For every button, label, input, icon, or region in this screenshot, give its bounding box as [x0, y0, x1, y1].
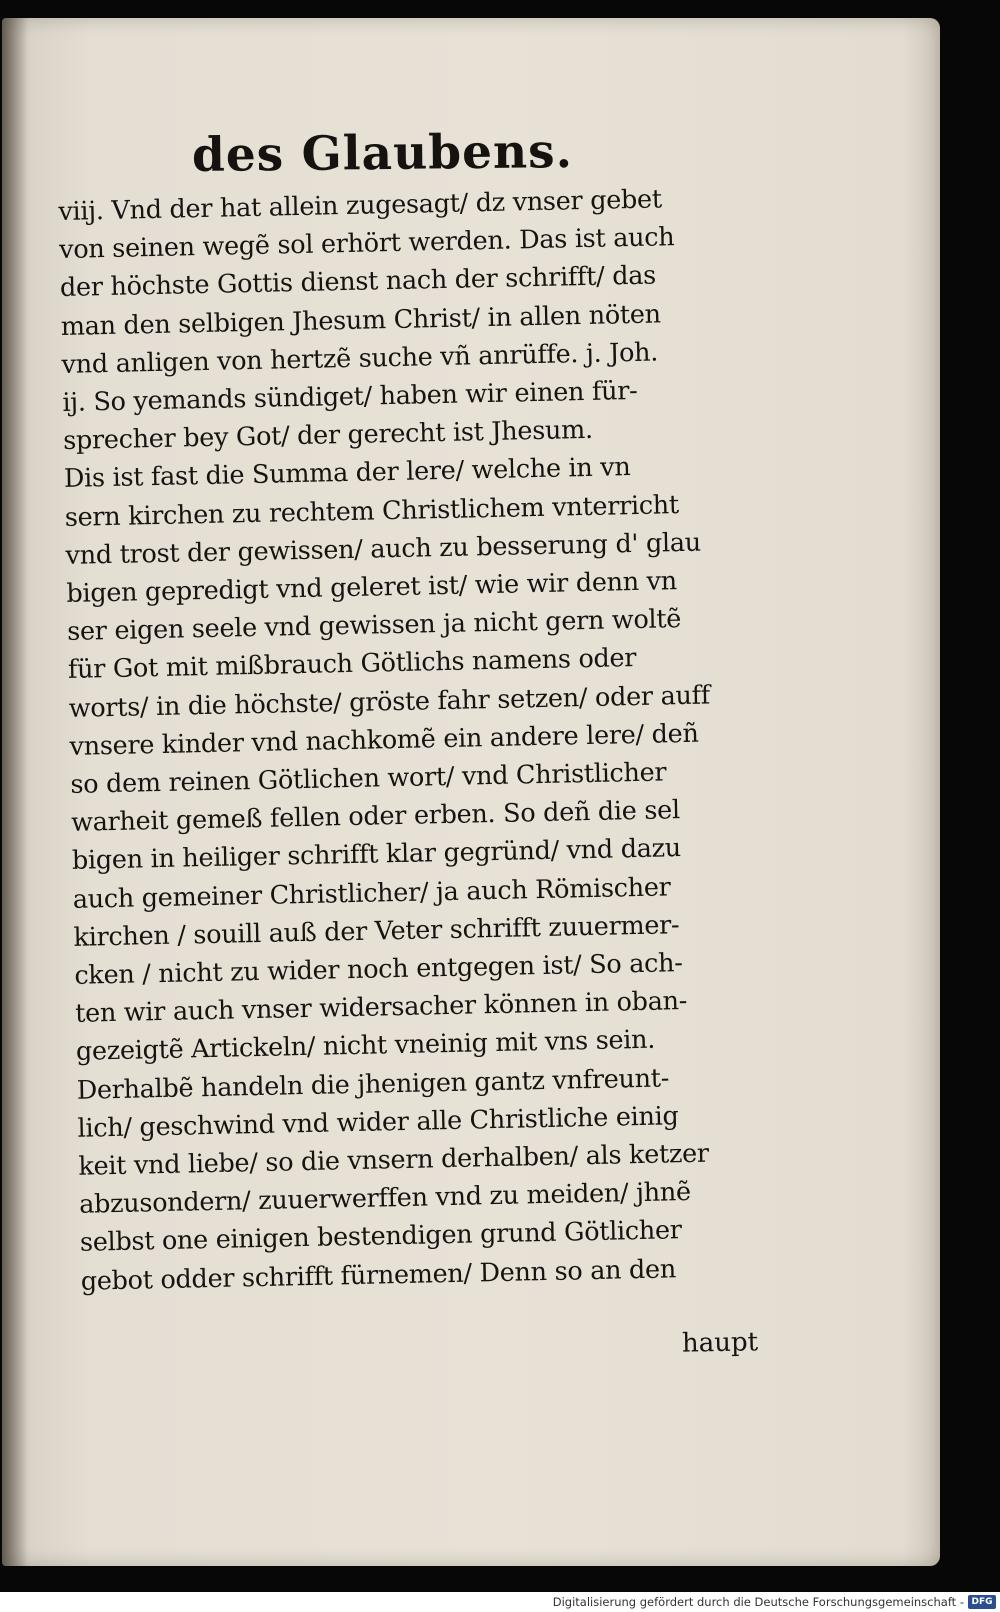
text-line: für Got mit mißbrauch Götlichs namens oder: [67, 643, 637, 686]
text-line: viij. Vnd der hat allein zugesagt/ dz vnser gebet: [58, 184, 663, 227]
text-line: lich/ geschwind vnd wider alle Christliche einig: [77, 1101, 679, 1144]
text-line: der höchste Gottis dienst nach der schrifft/ das: [59, 260, 657, 304]
funding-notice: Digitalisierung gefördert durch die Deutsche Forschungsgemeinschaft -: [552, 1595, 964, 1609]
text-line: von seinen wegẽ sol erhört werden. Das ist auch: [58, 222, 675, 266]
text-line: ij. So yemands sündiget/ haben wir einen für-: [62, 375, 638, 418]
text-line: abzusondern/ zuuerwerffen vnd zu meiden/ jhnẽ: [78, 1177, 692, 1221]
text-line: ten wir auch vnser widersacher können in oban-: [74, 986, 688, 1030]
text-line: so dem reinen Götlichen wort/ vnd Christlicher: [70, 757, 667, 800]
text-line: vnd trost der gewissen/ auch zu besserung d' glau: [65, 527, 702, 571]
text-line: cken / nicht zu wider noch entgegen ist/ So ach-: [74, 948, 683, 991]
text-line: vnd anligen von hertzẽ suche vñ anrüffe. j. Joh.: [61, 337, 659, 380]
text-line: gebot odder schrifft fürnemen/ Denn so an den: [80, 1253, 677, 1297]
text-line: keit vnd liebe/ so die vnsern derhalben/ als ketzer: [78, 1138, 710, 1182]
text-line: gezeigtẽ Artickeln/ nicht vneinig mit vns sein.: [75, 1025, 656, 1068]
book-page: [2, 18, 940, 1566]
text-line: worts/ in die höchste/ gröste fahr setzen/ oder auff: [68, 680, 711, 724]
text-line: sern kirchen zu rechtem Christlichem vnterricht: [64, 489, 680, 533]
text-line: sprecher bey Got/ der gerecht ist Jhesum.: [62, 415, 594, 457]
body-text: [58, 178, 801, 1301]
text-line: bigen in heiliger schrifft klar gegründ/ vnd dazu: [71, 833, 682, 877]
text-line: ser eigen seele vnd gewissen ja nicht gern woltẽ: [66, 604, 682, 648]
text-line: man den selbigen Jhesum Christ/ in allen nöten: [60, 299, 661, 342]
text-line: auch gemeiner Christlicher/ ja auch Römischer: [72, 871, 671, 915]
text-line: Dis ist fast die Summa der lere/ welche in vn: [63, 452, 631, 495]
text-line: Derhalbẽ handeln die jhenigen gantz vnfreunt-: [76, 1063, 670, 1106]
text-line: bigen gepredigt vnd geleret ist/ wie wir denn vn: [66, 566, 678, 609]
dfg-logo: DFG: [968, 1595, 996, 1609]
text-line: vnsere kinder vnd nachkomẽ ein andere lere/ deñ: [69, 718, 699, 762]
running-head: des Glaubens.: [191, 124, 574, 183]
text-line: warheit gemeß fellen oder erben. So deñ die sel: [70, 795, 681, 839]
catchword: haupt: [681, 1327, 759, 1359]
text-line: selbst one einigen bestendigen grund Götlicher: [79, 1215, 682, 1259]
text-line: kirchen / souill auß der Veter schrifft zuuermer-: [73, 910, 680, 953]
digitization-footer: [0, 1592, 1000, 1612]
